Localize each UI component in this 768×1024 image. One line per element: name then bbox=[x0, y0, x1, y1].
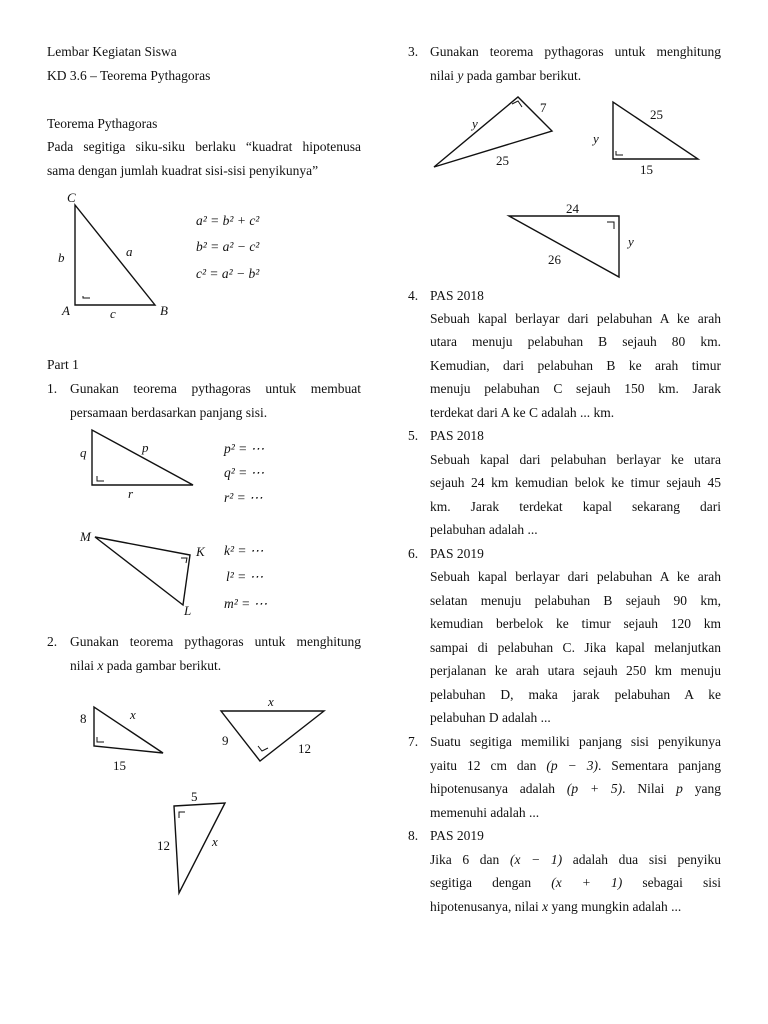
intro-text-line2: sama dengan jumlah kuadrat sisi-sisi penyikunya” bbox=[47, 163, 319, 178]
q3-triangle-a bbox=[434, 97, 552, 167]
right-angle-mark bbox=[616, 151, 623, 155]
q3c-side-24: 24 bbox=[566, 201, 579, 216]
q3-text-line1: Gunakan teorema pythagoras untuk menghitung bbox=[430, 44, 721, 59]
right-angle-mark bbox=[512, 101, 522, 107]
q1-text-line2: persamaan berdasarkan panjang sisi. bbox=[70, 405, 268, 420]
side-label-c: c bbox=[110, 306, 116, 321]
q2a-side-x: x bbox=[130, 707, 136, 722]
q6-text-line7: pelabuhan D adalah ... bbox=[430, 710, 551, 725]
q3a-side-y: y bbox=[472, 116, 478, 131]
q8-number: 8. bbox=[408, 828, 419, 843]
q3-text-line2: nilai y pada gambar berikut. bbox=[430, 68, 582, 83]
q6-number: 6. bbox=[408, 546, 419, 561]
header-subtitle: KD 3.6 – Teorema Pythagoras bbox=[47, 68, 211, 83]
q3a-side-7: 7 bbox=[540, 100, 547, 115]
q1-eq-m: m² = ⋯ bbox=[224, 596, 268, 611]
right-angle-mark bbox=[607, 222, 614, 229]
q2a-side-8: 8 bbox=[80, 711, 87, 726]
q8-text-line2: segitiga dengan (x + 1) sebagai sisi bbox=[430, 875, 721, 890]
q2b-side-12: 12 bbox=[298, 741, 311, 756]
intro-text-line1: Pada segitiga siku-siku berlaku “kuadrat hipotenusa bbox=[47, 139, 361, 154]
q7-text-line1: Suatu segitiga memiliki panjang sisi penyikunya bbox=[430, 734, 721, 749]
q5-text-line4: pelabuhan adalah ... bbox=[430, 522, 538, 537]
q7-text-line4: memenuhi adalah ... bbox=[430, 805, 540, 820]
q8-title: PAS 2019 bbox=[430, 828, 484, 843]
q7-text-line2: yaitu 12 cm dan (p − 3). Sementara panjang bbox=[430, 758, 721, 773]
q4-text-line3: Kemudian, dari pelabuhan B ke arah timur bbox=[430, 358, 721, 373]
part-title: Part 1 bbox=[47, 357, 79, 372]
q3c-side-26: 26 bbox=[548, 252, 561, 267]
q2a-side-15: 15 bbox=[113, 758, 126, 773]
q8-text-line1: Jika 6 dan (x − 1) adalah dua sisi penyiku bbox=[430, 852, 721, 867]
side-label-p: p bbox=[142, 440, 149, 455]
side-label-b: b bbox=[58, 250, 65, 265]
q4-number: 4. bbox=[408, 288, 419, 303]
vertex-label-L: L bbox=[184, 603, 192, 618]
q2b-side-x: x bbox=[268, 694, 274, 709]
q5-number: 5. bbox=[408, 428, 419, 443]
q4-title: PAS 2018 bbox=[430, 288, 484, 303]
q7-text-line3: hipotenusanya adalah (p + 5). Nilai p yang bbox=[430, 781, 721, 796]
q2c-side-x: x bbox=[212, 834, 218, 849]
vertex-label-K: K bbox=[196, 544, 205, 559]
vertex-label-C: C bbox=[67, 190, 76, 205]
q2-number: 2. bbox=[47, 634, 58, 649]
q2b-side-9: 9 bbox=[222, 733, 229, 748]
q2c-side-5: 5 bbox=[191, 789, 198, 804]
intro-title: Teorema Pythagoras bbox=[47, 116, 158, 131]
q4-text-line2: utara menuju pelabuhan B sejauh 80 km. bbox=[430, 334, 721, 349]
q3b-side-25: 25 bbox=[650, 107, 663, 122]
vertex-label-M: M bbox=[80, 529, 91, 544]
q1-eq-r: r² = ⋯ bbox=[224, 490, 263, 505]
q1-text-line1: Gunakan teorema pythagoras untuk membuat bbox=[70, 381, 361, 396]
q7-number: 7. bbox=[408, 734, 419, 749]
q5-title: PAS 2018 bbox=[430, 428, 484, 443]
vertex-label-A: A bbox=[62, 303, 70, 318]
q6-text-line2: selatan menuju pelabuhan B sejauh 90 km, bbox=[430, 593, 721, 608]
q6-text-line3: kemudian berbelok ke timur sejauh 120 km bbox=[430, 616, 721, 631]
q2-text-line2: nilai x pada gambar berikut. bbox=[70, 658, 222, 673]
vertex-label-B: B bbox=[160, 303, 168, 318]
q1-eq-p: p² = ⋯ bbox=[224, 441, 265, 456]
side-label-r: r bbox=[128, 486, 134, 501]
header-title: Lembar Kegiatan Siswa bbox=[47, 44, 177, 59]
q5-text-line3: km. Jarak terdekat kapal sekarang dari bbox=[430, 499, 721, 514]
q4-text-line1: Sebuah kapal berlayar dari pelabuhan A ke arah bbox=[430, 311, 721, 326]
q3b-side-15: 15 bbox=[640, 162, 653, 177]
q1-number: 1. bbox=[47, 381, 58, 396]
q3b-side-y: y bbox=[593, 131, 599, 146]
q1-eq-k: k² = ⋯ bbox=[224, 543, 264, 558]
q4-text-line4: menuju pelabuhan C sejauh 150 km. Jarak bbox=[430, 381, 721, 396]
q2c-side-12: 12 bbox=[157, 838, 170, 853]
q6-text-line5: perjalanan ke arah utara sejauh 250 km menuju bbox=[430, 663, 721, 678]
q3-triangle-c bbox=[509, 216, 619, 277]
q1-eq-q: q² = ⋯ bbox=[224, 465, 265, 480]
formula-c: c² = a² − b² bbox=[196, 266, 260, 281]
q6-title: PAS 2019 bbox=[430, 546, 484, 561]
side-label-q: q bbox=[80, 445, 87, 460]
q3-number: 3. bbox=[408, 44, 419, 59]
q4-text-line5: terdekat dari A ke C adalah ... km. bbox=[430, 405, 615, 420]
q3a-side-25: 25 bbox=[496, 153, 509, 168]
formula-a: a² = b² + c² bbox=[196, 213, 260, 228]
formula-b: b² = a² − c² bbox=[196, 239, 260, 254]
q2-text-line1: Gunakan teorema pythagoras untuk menghitung bbox=[70, 634, 361, 649]
q5-text-line1: Sebuah kapal dari pelabuhan berlayar ke utara bbox=[430, 452, 721, 467]
q6-text-line1: Sebuah kapal berlayar dari pelabuhan A ke arah bbox=[430, 569, 721, 584]
q5-text-line2: sejauh 24 km kemudian belok ke timur sejauh 45 bbox=[430, 475, 721, 490]
side-label-a: a bbox=[126, 244, 133, 259]
q8-text-line3: hipotenusanya, nilai x yang mungkin adalah ... bbox=[430, 899, 682, 914]
q1-eq-l: l² = ⋯ bbox=[226, 569, 264, 584]
q6-text-line6: pelabuhan D, maka jarak pelabuhan A ke bbox=[430, 687, 721, 702]
q3c-side-y: y bbox=[628, 234, 634, 249]
q6-text-line4: sampai di pelabuhan C. Jika kapal melanjutkan bbox=[430, 640, 721, 655]
